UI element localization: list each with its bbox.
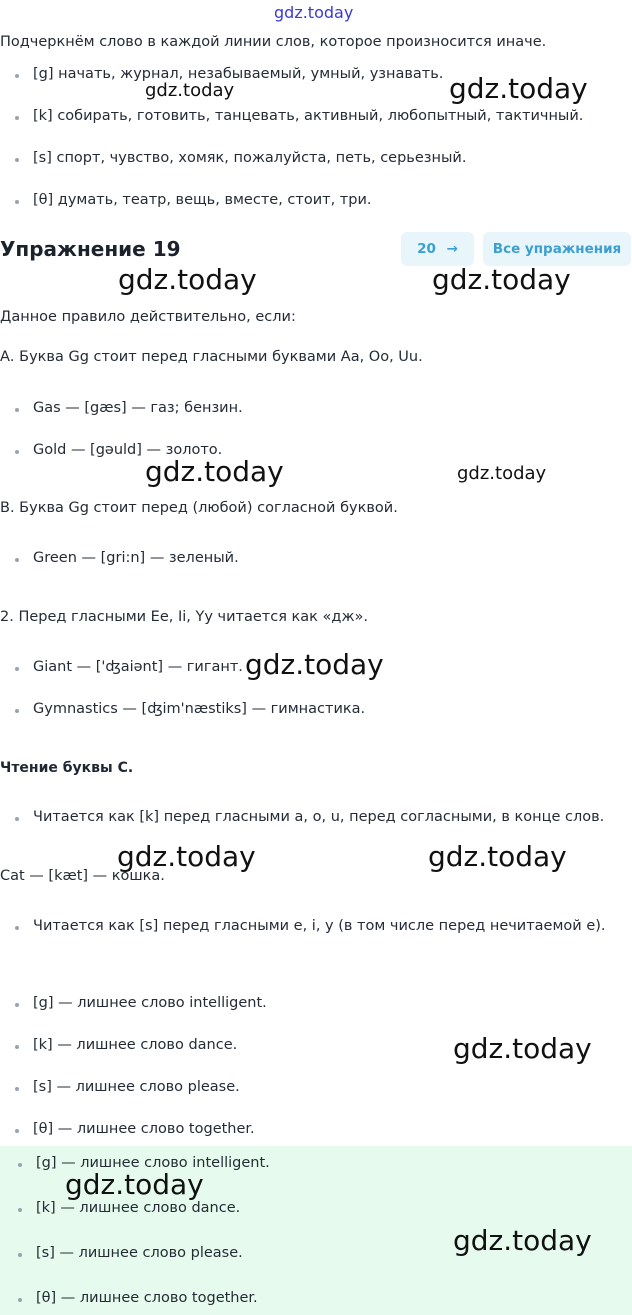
watermark: gdz.today <box>428 840 567 873</box>
watermark: gdz.today <box>453 1032 592 1065</box>
all-exercises-button[interactable] <box>483 232 631 266</box>
all-exercises-label: Все упражнения <box>492 241 622 257</box>
c-example: Cat — [kæt] — кошка. <box>0 868 165 884</box>
rule-2-item: Giant — ['ʤaiənt] — гигант. <box>0 659 243 675</box>
rule-a: А. Буква Gg стоит перед гласными буквами Aa, Oo, Uu. <box>0 349 423 365</box>
c-item: Читается как [s] перед гласными e, i, y (в том числе перед нечитаемой e). <box>0 918 606 934</box>
watermark: gdz.today <box>457 463 547 484</box>
watermark: gdz.today <box>65 1168 204 1201</box>
intro-text: Подчеркнём слово в каждой линии слов, которое произносится иначе. <box>0 34 547 50</box>
task-line-k: [k] собирать, готовить, танцевать, активный, любопытный, тактичный. <box>0 108 583 124</box>
c-item: Читается как [k] перед гласными a, o, u, перед согласными, в конце слов. <box>0 809 604 825</box>
answer-green-item: [g] — лишнее слово intelligent. <box>3 1155 270 1171</box>
next-exercise-button[interactable] <box>401 232 474 266</box>
rule-intro: Данное правило действительно, если: <box>0 309 296 325</box>
watermark: gdz.today <box>145 80 235 101</box>
watermark: gdz.today <box>432 263 571 296</box>
rule-a-item: Gas — [gæs] — газ; бензин. <box>0 400 243 416</box>
answer-green-item: [θ] — лишнее слово together. <box>3 1290 258 1306</box>
answer-item: [k] — лишнее слово dance. <box>0 1037 237 1053</box>
answer-green-item: [s] — лишнее слово please. <box>3 1245 243 1261</box>
rule-2-item: Gymnastics — [ʤim'næstiks] — гимнастика. <box>0 701 365 717</box>
watermark-top: gdz.today <box>274 3 354 22</box>
task-line-th: [θ] думать, театр, вещь, вместе, стоит, три. <box>0 192 371 208</box>
rule-b: В. Буква Gg стоит перед (любой) согласной буквой. <box>0 500 398 516</box>
watermark: gdz.today <box>453 1224 592 1257</box>
answer-green-item: [k] — лишнее слово dance. <box>3 1200 240 1216</box>
watermark: gdz.today <box>245 648 384 681</box>
arrow-right-icon: → <box>446 241 458 257</box>
answer-item: [s] — лишнее слово please. <box>0 1079 240 1095</box>
task-line-s: [s] спорт, чувство, хомяк, пожалуйста, петь, серьезный. <box>0 150 466 166</box>
answer-item: [g] — лишнее слово intelligent. <box>0 995 267 1011</box>
rule-2: 2. Перед гласными Ee, Ii, Yy читается как «дж». <box>0 609 368 625</box>
overlap-mask <box>0 974 632 994</box>
rule-a-item: Gold — [gəuld] — золото. <box>0 442 222 458</box>
watermark: gdz.today <box>118 263 257 296</box>
exercise-title: Упражнение 19 <box>0 237 181 261</box>
watermark: gdz.today <box>145 455 284 488</box>
answer-item: [θ] — лишнее слово together. <box>0 1121 255 1137</box>
next-exercise-label: 20 <box>417 241 436 257</box>
task-line-g: [g] начать, журнал, незабываемый, умный, узнавать. <box>0 66 443 82</box>
watermark: gdz.today <box>449 72 588 105</box>
rule-b-item: Green — [gri:n] — зеленый. <box>0 550 239 566</box>
watermark: gdz.today <box>117 840 256 873</box>
c-heading: Чтение буквы С. <box>0 760 134 776</box>
